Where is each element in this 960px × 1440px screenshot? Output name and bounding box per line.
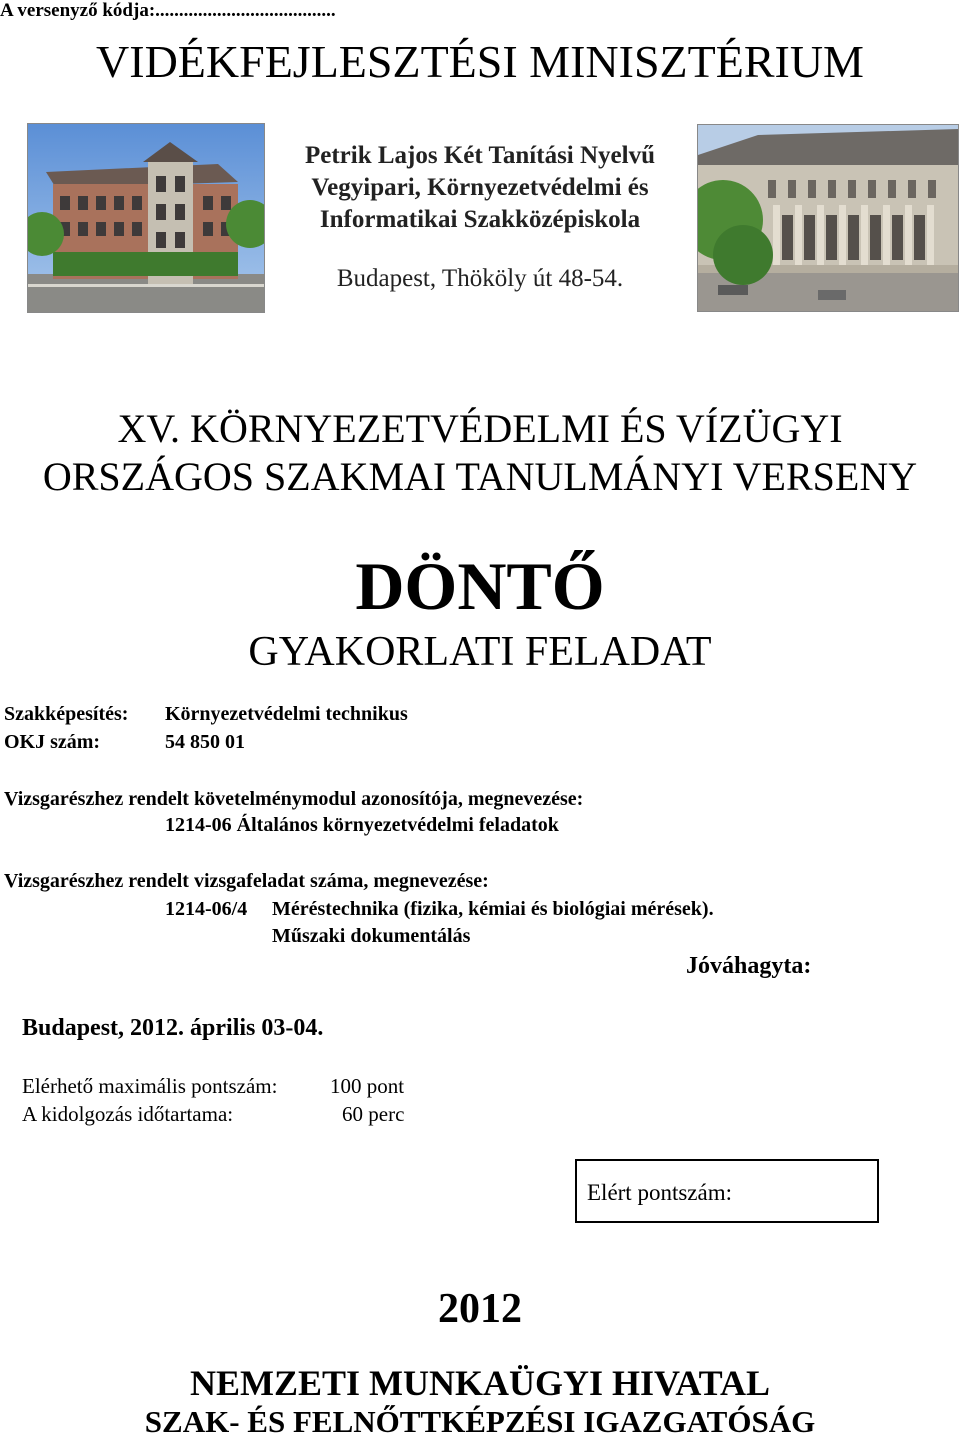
- score-box[interactable]: [575, 1159, 879, 1223]
- ministry-building-illustration: [698, 125, 958, 311]
- contest-title-line2: ORSZÁGOS SZAKMAI TANULMÁNYI VERSENY: [42, 454, 918, 499]
- module-label: Vizsgarészhez rendelt követelménymodul azonosítója, megnevezése:: [4, 788, 584, 810]
- ministry-building-photo: [697, 124, 959, 312]
- ministry-title: VIDÉKFEJLESZTÉSI MINISZTÉRIUM: [96, 36, 864, 87]
- duration-value: 60 perc: [342, 1102, 405, 1126]
- qualification-label: Szakképesítés:: [4, 703, 129, 725]
- duration-label: A kidolgozás időtartama:: [22, 1102, 234, 1126]
- task-name-line2: Műszaki dokumentálás: [272, 925, 471, 947]
- school-address: Budapest, Thököly út 48-54.: [336, 265, 624, 292]
- task-type-title: GYAKORLATI FELADAT: [248, 629, 712, 675]
- competitor-code-line: A versenyző kódja:......................................: [0, 0, 336, 21]
- stage-title: DÖNTŐ: [355, 548, 605, 624]
- date-line: Budapest, 2012. április 03-04.: [22, 1015, 324, 1041]
- task-label: Vizsgarészhez rendelt vizsgafeladat száma, megnevezése:: [4, 870, 489, 892]
- okj-label: OKJ szám:: [4, 731, 101, 753]
- year: 2012: [438, 1286, 522, 1332]
- score-label: Elért pontszám:: [587, 1180, 732, 1205]
- school-name: [270, 140, 690, 236]
- contest-title: [0, 405, 960, 501]
- school-name-line1: Petrik Lajos Két Tanítási Nyelvű: [304, 142, 655, 169]
- school-name-line2: Vegyipari, Környezetvédelmi és: [311, 174, 649, 201]
- max-points-label: Elérhető maximális pontszám:: [22, 1074, 278, 1098]
- office-subtitle: SZAK- ÉS FELNŐTTKÉPZÉSI IGAZGATÓSÁG: [144, 1404, 816, 1439]
- school-name-line3: Informatikai Szakközépiskola: [319, 206, 641, 233]
- max-points-value: 100 pont: [330, 1074, 405, 1098]
- okj-value: 54 850 01: [165, 731, 245, 753]
- task-name-line1: Méréstechnika (fizika, kémiai és biológiai mérések).: [272, 898, 714, 920]
- office-name: NEMZETI MUNKAÜGYI HIVATAL: [189, 1363, 771, 1403]
- module-value: 1214-06 Általános környezetvédelmi feladatok: [165, 814, 559, 836]
- qualification-value: Környezetvédelmi technikus: [165, 703, 408, 725]
- contest-title-line1: XV. KÖRNYEZETVÉDELMI ÉS VÍZÜGYI: [117, 406, 843, 451]
- approved-label: Jóváhagyta:: [686, 953, 812, 979]
- school-building-illustration: [28, 124, 264, 312]
- school-building-photo: [27, 123, 265, 313]
- task-code: 1214-06/4: [165, 898, 248, 920]
